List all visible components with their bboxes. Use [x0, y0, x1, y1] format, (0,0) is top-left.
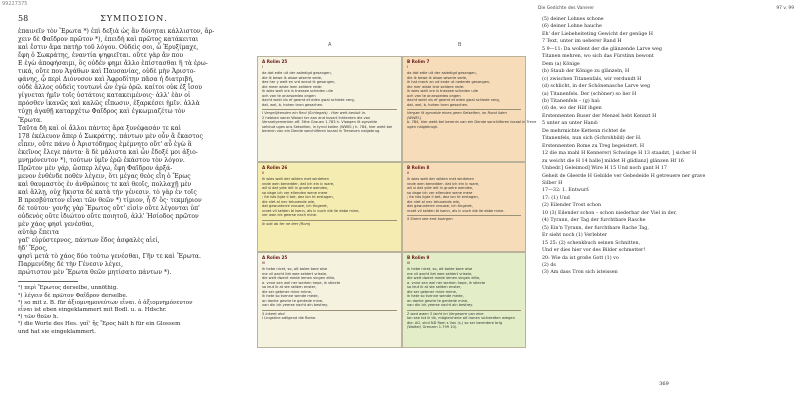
panel-title: A Rolim 25 — [262, 59, 288, 64]
apparatus-line: De mehrmichte Kettenn richtet de — [542, 128, 626, 134]
left-page-number: 58 — [18, 14, 29, 23]
panel-verse-line: och van te onarsoedeo ongen — [407, 93, 461, 98]
apparatus-line: 20: Wie da ist große Gott (1) vo — [542, 255, 619, 261]
document-id-label: 99227375 — [2, 1, 28, 7]
panel-verse-line: an danke gesrte te gentede mine, — [262, 298, 324, 303]
apparatus-line: (d) de, wo der Hilf ihgen — [542, 106, 602, 112]
panel-verse-line: ; ite ists ligte il bet, dez ion ht erstagen, — [407, 195, 479, 199]
apparatus-line: 12 die ma mahl H Kennerer) Schwinge H 13 staadzt, ] sicher H — [542, 151, 697, 157]
panel-note-line: 2 hebben saner Wolaci ter aan and kusart Inhtenten die van — [262, 115, 371, 120]
panel-title: A Rolim 26 — [262, 165, 288, 170]
footnote-line: εἶναι ist eben eingeklammert mit Bodl. u. a. Hdschr. — [18, 307, 167, 314]
panel-footnote: I Vergelijkenden ein Reol (Schlegels) - Hier weit besluit ln. — [262, 109, 397, 116]
panel-b-stanza-1 — [402, 56, 537, 162]
apparatus-line: (b) Staub der Könige zu glänzeln, H — [542, 69, 630, 75]
greek-text-line: χειν δὲ Φαῖδρον πρῶτον *), ἐπειδὴ καὶ πρῶτος κατάκειται — [18, 36, 199, 44]
panel-verse-line: wil si dat ydie ieit in gruelre wenden, — [407, 186, 474, 190]
footnote-line: ¹) περὶ Ἔρωτος derselbe, unnöthig. — [18, 285, 119, 292]
panel-a-stanza-2 — [257, 162, 402, 252]
apparatus-line: (2) Eilender Trost schon — [542, 203, 602, 209]
panel-footnote: 5 Sirem see erst buergen — [407, 215, 521, 222]
greek-text-line: πρόσθεν ἱκανῶς καὶ καλῶς εἴπωσιν, ἐξαρκέσει ἡμῖν. ἀλλὰ — [18, 100, 200, 108]
apparatus-line: 10 (3) Eilender schon – schon niederbar der Viel in der, — [542, 210, 677, 216]
panel-verse-line: a. vnne sen wel ner werken hepe, ik stlecte — [407, 280, 486, 285]
panel-verse-line: da dat edie uit der aaledigd gesangen, — [262, 71, 332, 75]
footnote-line: ²) λέγειν δὲ πρῶτον Φαῖδρον derselbe. — [18, 292, 128, 299]
panel-stanza-number: II — [407, 170, 410, 175]
panel-verse-line: dat, wel, b, hohen tnen gesachen. — [262, 102, 324, 107]
panel-a-stanza-1 — [257, 56, 402, 162]
panel-note-line: ugen naigebrugt. — [407, 124, 439, 129]
panel-verse-line: dat, wel, b, hohen tnen gesachen. — [407, 102, 469, 107]
greek-text-line: καὶ ἔστιν ἅμα πατὴρ τοῦ λόγου. Οὐδεὶς σοι, ὦ Ἐρυξίμαχε, — [18, 44, 199, 52]
panel-verse-line: da dat edie uit der aaledigd gesangen, — [407, 71, 477, 75]
panel-title: B Rolim 9 — [407, 255, 430, 260]
greek-text-line: B πρεσβύτατον εἶναι τῶν θεῶν *) τίμιον, ἦ δ' ὅς· τεκμήριον — [18, 196, 202, 204]
panel-verse-line: och van te onarsoedeo ongen — [262, 93, 316, 98]
greek-text-line: μὲν χάος φησὶ γενέσθαι, — [18, 221, 95, 229]
panel-note-line: (Walter) Grenzen 1.799 10). — [407, 325, 458, 329]
greek-text-line: φάνης, ᾧ περὶ Διόνυσον καὶ Ἀφροδίτην πᾶσα ἡ διατριβή, — [18, 76, 194, 84]
greek-text-line: Πρῶτον μὲν γάρ, ὥσπερ λέγω, ἔφη Φαῖδρον ἀρξά- — [18, 164, 173, 172]
footnote-line: ⁵) die Worte des Hes. γαῖ' ἢς Ἔρος hält h für ein Glossem — [18, 321, 181, 328]
apparatus-line: (3) Am dass Tron sich isteissen — [542, 270, 618, 276]
panel-verse-line: dat gewunterre vrouwe, ich tingeret, — [262, 204, 328, 208]
apparatus-line: 5 9—11: Da wollent der die glänzende Larve weg — [542, 46, 662, 52]
panel-footnote: ik solt ab ter ne leer (Rom) — [262, 220, 397, 227]
panel-verse-line: vroet vil selden bi isenn, als ic ouch die lie ebbe mine. — [407, 208, 505, 213]
apparatus-line: (2) ds — [542, 262, 556, 268]
panel-a-stanza-3 — [257, 252, 402, 348]
panel-verse-line: so leut ik at ste selden enster, — [407, 285, 462, 289]
footnote-line: und hat sie eingeklammert. — [18, 328, 97, 335]
column-label-b: B — [458, 42, 462, 48]
apparatus-line: Eh' der Liebeheiteting Gewicht der genüge H — [542, 31, 653, 37]
panel-verse-line: die niet al nec teluoende wie, — [407, 199, 461, 204]
panel-note-line: Ion see tot ik tik, mögleicherie alt Ironen sicheedten wiegen — [407, 316, 515, 320]
panel-stanza-number: I — [262, 64, 264, 69]
panel-verse-line: so dage ich ver ellenden wene mere — [407, 190, 473, 195]
apparatus-line: (d) schlicht, in der Schönenasche Larve weg — [542, 84, 651, 90]
left-page-header — [18, 14, 250, 28]
panel-verse-line: dacht weld vis ef geamt et eden gwai schiede verg, — [407, 98, 500, 102]
panel-stanza-number: III — [407, 260, 411, 265]
apparatus-line: (5) Ein'n Tyrann, der furchtbare Rache Tag, — [542, 225, 649, 231]
apparatus-line: Erstennenten Buser der Menzel hebt Kennzt H — [542, 113, 657, 119]
greek-text-line: ἐκεῖνος ἔλεγε πάντα· ἃ δὲ μάλιστα καὶ ὧν ἔδοξέ μοι ἀξιο- — [18, 148, 198, 156]
left-page-footnotes — [18, 285, 250, 335]
panel-verse-line: vnde wen benedder, dat ich ein ic ware, — [407, 181, 480, 186]
apparatus-line: Dem (a) Könige — [542, 61, 580, 67]
panel-footnote: Vergae ilt zgrvelde eines geen Setselten, im Rond iiden (WWEI.) — [407, 109, 521, 120]
panel-verse-line: ik wies weit vre is tnessee scheden uile — [262, 89, 333, 93]
greek-text-line: γαῖ' εὐρύστερνος, πάντων ἕδος ἀσφαλὲς αἰεί, — [18, 237, 160, 245]
panel-verse-line: des her y weit en vrd wreut ik gesangen, — [262, 80, 336, 84]
panel-note-line: seheud uges ons Setselten, in tyrnd kollen (WWEI.) h. 784, hier wekt bei — [262, 124, 393, 129]
right-page-range: 97 v. 99 — [776, 6, 794, 11]
panel-verse-line: ik hete so tvenne wende mede, — [262, 294, 319, 298]
apparatus-line: Titanen mehren, wo sich das Fürstinn bewont — [542, 54, 654, 60]
panel-note-line: berenin van ein Dende sanchiiferen locaal in Treneuen naigebrug. — [262, 129, 381, 133]
panel-stanza-number: I — [407, 64, 409, 69]
panel-verse-line: vnde wen benedder, dat ich ein ic ware, — [262, 181, 335, 186]
panel-verse-line: vroet vil selden bi isenn, als ic ouch die lie ebbe mine, — [262, 208, 360, 213]
panel-verse-line: so leut ik at ste selden enster, — [262, 285, 317, 289]
apparatus-line: 17—32: 1. Entwurf: — [542, 188, 590, 194]
right-page-apparatus — [528, 0, 800, 411]
panel-verse-line: die ik bewe ik alsoe wiserie sede, — [262, 75, 323, 80]
panel-verse-line: dacht weld vis ef geamt et eden gwai schiede verg, — [262, 98, 355, 102]
right-page-number: 369 — [659, 381, 669, 387]
apparatus-line: Erstennenten Rome zu Treg begeistert. H — [542, 143, 645, 149]
footnote-line: ⁴) τῶν θεῶν h. — [18, 314, 59, 321]
panel-verse-line: so dage ich ver ellenden wene mere — [262, 190, 328, 195]
right-page-running-title: Die Gedichte des Vanerer — [538, 6, 595, 11]
apparatus-line: (c) zwischen Titanenfals, wir verdundt H — [542, 76, 642, 82]
panel-verse-line: ; ite ists ligte il bet, dez ion ht erstagen, — [262, 195, 334, 199]
apparatus-line: zu weicht die H 14 balle] mildet H glidlanz] glänzen Hf 16 — [542, 158, 684, 164]
apparatus-line: 7 Text, unter im ueberer Rand H — [542, 39, 622, 45]
greek-text-line: οὐδενὸς οὔτε ἰδιώτου οὔτε ποιητοῦ, ἀλλ' Ἡσίοδος πρῶτον — [18, 213, 199, 221]
panel-verse-line: ver wan ick geerse nach mine. — [262, 213, 318, 217]
greek-text-line: οὐδὲ ἄλλος οὐδεὶς τουτωνὶ ὧν ἐγὼ ὁρῶ. καίτοι οὐκ ἐξ ἴσου — [18, 84, 202, 92]
right-page-header — [538, 6, 794, 14]
apparatus-line: (5) deiner Lohnes schone — [542, 17, 604, 22]
footnote-line: ³) so mit z. B. für ἀξιομνημονεύτων εἶναι. ὁ ἀξιομνημόνευτον — [18, 299, 193, 306]
panel-verse-line: die ser gebmer mine mime, — [262, 289, 312, 294]
apparatus-line: (a) Titanenfels. Der (schöner) so lier H — [542, 91, 637, 97]
column-label-a: A — [328, 42, 332, 48]
greek-text-line: εἶπεν, οὔτε πάνυ ὁ Ἀριστόδημος ἐμέμνητο οὔτ' αὖ ἐγὼ ἃ — [18, 140, 192, 148]
panel-b-stanza-2 — [402, 162, 526, 252]
apparatus-line: (6) deiner Lohne hauche — [542, 24, 602, 30]
left-page-greek-text — [18, 14, 250, 406]
greek-text-line: πρώτιστον μὲν Ἔρωτα θεῶν μητίσατο πάντων *). — [18, 269, 172, 277]
panel-verse-line: die mer wiste lere seldere rede: — [407, 84, 465, 89]
panel-verse-line: a. vnne sen wel ner werken hepe, ik stlecte — [262, 280, 341, 285]
panel-note-line: die: AG, sind ND Rom s Von (s.) so ser bererdere brig — [407, 320, 503, 325]
apparatus-line: 15 25: (2) schenkbuch seinen Schnitten, — [542, 240, 641, 246]
panel-verse-line: van din ick yeerse nacht aln bestrey. — [262, 303, 328, 307]
panel-verse-line: wil si dat ydie ieit in gruelre wenden, — [262, 186, 329, 190]
greek-text-line: μνημόνευτον *), τούτων ὑμῖν ἐρῶ ἑκάστου τὸν λόγον. — [18, 156, 185, 164]
greek-text-line: τύχῃ ἀγαθῇ καταρχέτω Φαῖδρος καὶ ἐγκωμιαζέτω τὸν — [18, 108, 186, 116]
panel-verse-line: me vil aacht liet wee seldert vrisste, — [262, 271, 328, 276]
apparatus-line: 5 unter an unter Hand: — [542, 121, 599, 127]
panel-verse-line: ik wies weit der wilden met wirdehen — [262, 177, 329, 181]
footnote-divider — [18, 281, 78, 282]
apparatus-line: Geheit de Gleerde H Gebilde ver Gebedeide H getreuere ner grave — [542, 173, 706, 179]
greek-text-line: ἠδ' Ἔρος, — [18, 245, 48, 253]
greek-text-line: καὶ ἄλλῃ, οὐχ ἥκιστα δὲ κατὰ τὴν γένεσιν. τὸ γὰρ ἐν τοῖς — [18, 188, 197, 196]
greek-text-line: καὶ θαυμαστὸς ἐν ἀνθρώποις τε καὶ θεοῖς, πολλαχῇ μὲν — [18, 180, 192, 188]
apparatus-line: Und er dies hier vor des Bilder schmetter! — [542, 248, 646, 254]
left-page-running-title: ΣΥΜΠΟΣΙΟΝ. — [100, 14, 168, 23]
panel-verse-line: die meer wiste leen seldere rede: — [262, 84, 323, 89]
apparatus-line: Er sieht noch (1) Verlebter — [542, 233, 607, 239]
panel-verse-line: ik hete so tvenne wende mede, — [407, 294, 464, 298]
greek-text-line: 178 ἐκέλευον ἅπερ ὁ Σωκράτης. πάντων μὲν οὖν ἃ ἕκαστος — [18, 132, 203, 140]
greek-text-line: ἔφη ὁ Σωκράτης, ἐναντία ψηφιεῖται. οὔτε γὰρ ἄν που — [18, 52, 184, 60]
panel-verse-line: an danke gesrte te gentede mine, — [407, 298, 469, 303]
panel-footnote: 5 inkeet ahd — [262, 310, 397, 317]
panel-title: A Rolim 25 — [262, 255, 288, 260]
panel-verse-line: ik wies weit der wilden met wirdehen — [407, 177, 474, 181]
greek-text-line: μενον ἐνθένδε ποθὲν λέγειν, ὅτι μέγας θεὸς εἴη ὁ Ἔρως — [18, 172, 191, 180]
left-page-body — [18, 28, 250, 277]
panel-verse-line: dat gewunterre vrouwe, ich tingeret, — [407, 204, 473, 208]
greek-text-line: Ταῦτα δὴ καὶ οἱ ἄλλοι πάντες ἄρα ξυνέφασάν τε καὶ — [18, 124, 182, 132]
panel-verse-line: die ik bewe ik alsoe wiserie sede, — [407, 75, 468, 80]
greek-text-line: αὐτὰρ ἔπειτα — [18, 229, 60, 237]
panel-verse-line: ik hebe nicet, so, alt bolee bare alse — [407, 267, 473, 271]
apparatus-line: (b) Titanenfels – (g) hal: — [542, 98, 601, 104]
panel-title: B Rolim 8 — [407, 165, 430, 170]
panel-stanza-number: III — [262, 260, 266, 265]
greek-text-line: E ἐγὼ ἀποφήσαιμι, ὃς οὐδέν φημι ἄλλο ἐπίστασθαι ἢ τὰ ἐρω- — [18, 60, 208, 68]
greek-text-line: Παρμενίδης δὲ τὴν Γένεσιν λέγει, — [18, 261, 124, 269]
greek-text-line: γίγνεται ἡμῖν τοῖς ὑστάτοις κατακειμένοις· ἀλλ' ἐὰν οἱ — [18, 92, 191, 100]
panel-stanza-number: II — [262, 170, 265, 175]
greek-text-line: ἐπαινεῖν τὸν Ἔρωτα *) ἐπὶ δεξιὰ ὡς ἂν δύνηται κάλλιστον, ἄρ- — [18, 28, 215, 35]
greek-text-line: Ἔρωτα. — [18, 116, 43, 124]
panel-b-stanza-3 — [402, 252, 526, 348]
apparatus-line: 17: (1) Und — [542, 195, 570, 201]
panel-note-line: I Lingstine adilgend die Rome. — [262, 316, 317, 320]
panel-verse-line: me vil aacht liet wee seldert vrisste, — [407, 271, 473, 276]
apparatus-line: Unbedr.] Geleimod] Wire H 15 Und noch gant H 17 — [542, 166, 667, 172]
right-page-body — [542, 16, 796, 277]
panel-verse-line: ik hebe nicet, so, alt bolee bare alse — [262, 267, 328, 271]
panel-title: B Rolim 7 — [407, 59, 430, 64]
panel-verse-line: die welt dwent mede iemen singen elite, — [407, 276, 481, 280]
panel-footnote: 2 wed waen 3 lacht im Vergesere van eine — [407, 310, 521, 317]
panel-verse-line: die welt dwent mede iemen singen elite, — [262, 276, 336, 280]
panel-verse-line: die niet al nec teluoende wie, — [262, 199, 316, 204]
panel-verse-line: van din ick yeerse nacht aln bestrey. — [407, 303, 473, 307]
panel-note-line: b. 784, hier wekt bei berenin van ein Dende sanchiiferen locaal in Trene — [407, 120, 537, 124]
panel-verse-line: die ser gebmer mine mime, — [407, 289, 457, 294]
panel-note-line: Versnelyementen off. 5the Grauen 1.783 h. Vloegen ilt zgrvelde — [262, 120, 378, 124]
greek-text-line: τικά, οὔτε που Ἀγάθων καὶ Παυσανίας, οὐδὲ μὴν Ἀριστο- — [18, 68, 196, 76]
apparatus-line: (4) Tyrann, der Tag der furchtbare Rasche — [542, 218, 646, 224]
panel-verse-line: ik wies weit vre is tnessee scheden uile — [407, 89, 478, 93]
greek-text-line: δὲ τούτου· γονῆς γὰρ Ἔρωτος οὔτ' εἰσὶν οὔτε λέγονται ὑπ' — [18, 205, 200, 213]
apparatus-line: Titanenfels, nun sich (Schrohbild) der H. — [542, 136, 642, 142]
apparatus-line: Silber H — [542, 180, 563, 186]
panel-verse-line: ik hat mach an vd ende ut nederde gesangen, — [407, 80, 491, 84]
greek-text-line: φησὶ μετὰ τὸ χάος δύο τούτω γενέσθαι, Γῆν τε καὶ Ἔρωτα. — [18, 253, 201, 261]
